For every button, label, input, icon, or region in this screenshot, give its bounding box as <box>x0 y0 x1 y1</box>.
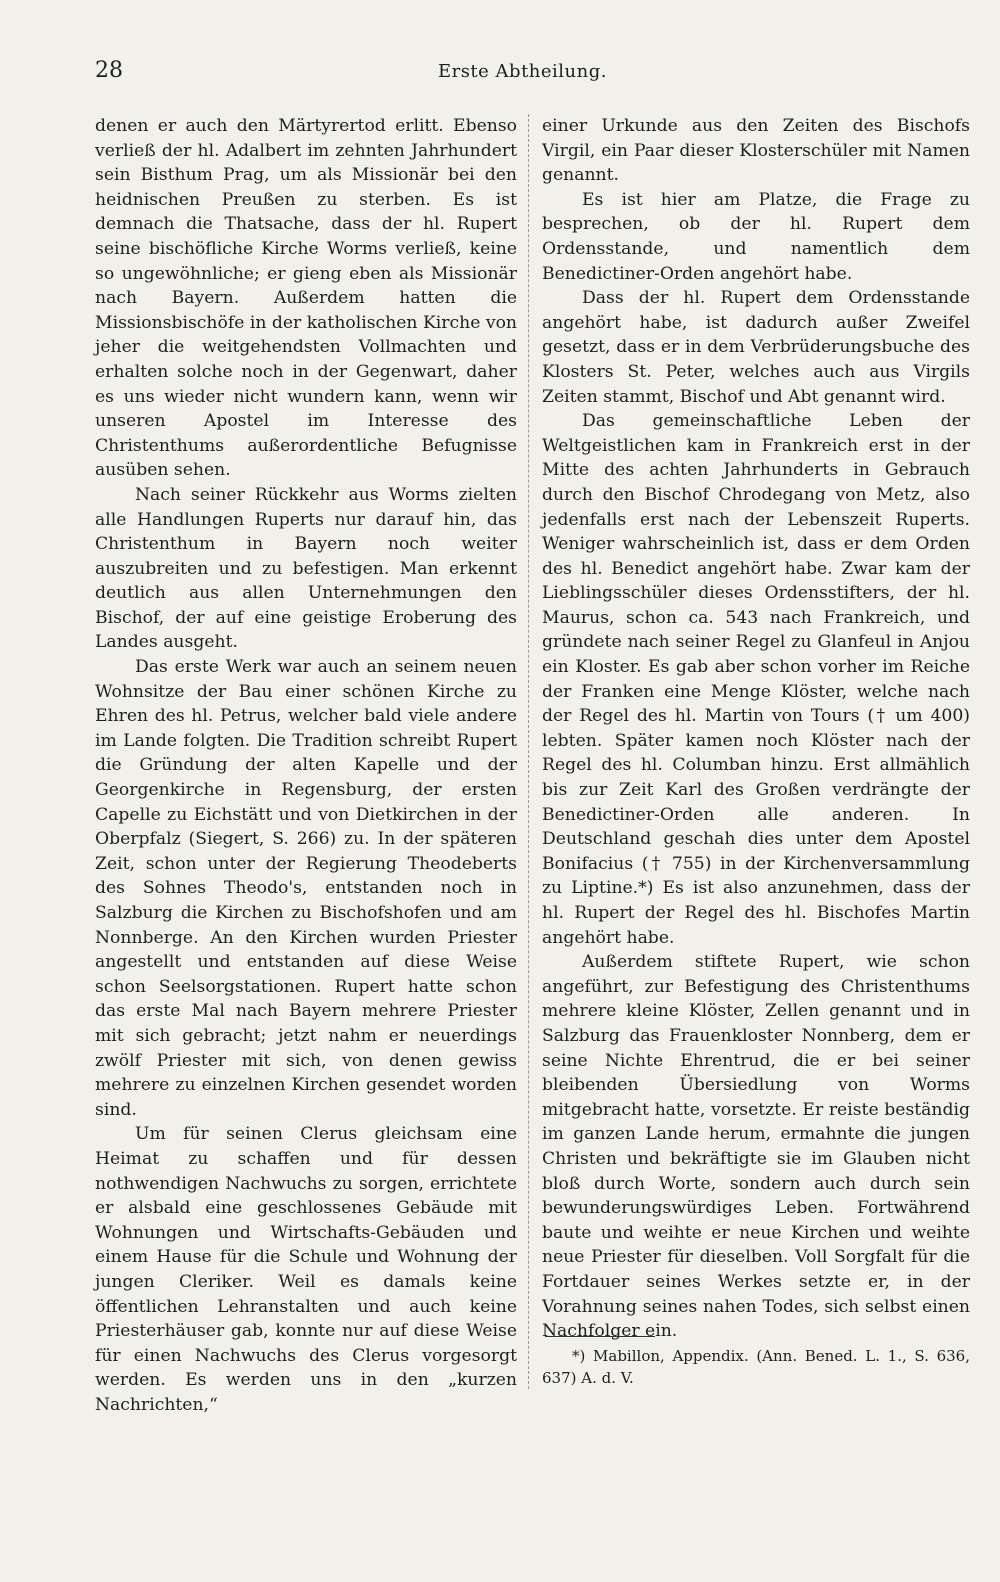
page-header <box>95 58 607 88</box>
paragraph: Nach seiner Rückkehr aus Worms zielten alle Handlungen Ruperts nur darauf hin, das Christenthum in Bayern noch weiter auszubreiten und zu befestigen. Man erkennt deutlich aus allen Unternehmungen den Bischof, der auf eine geistige Eroberung des Landes ausgeht. <box>95 484 517 653</box>
paragraph: Dass der hl. Rupert dem Ordensstande angehört habe, ist dadurch außer Zweifel gesetzt, dass er in dem Verbrüderungsbuche des Klosters St. Peter, welches auch aus Virgils Zeiten stammt, Bischof und Abt genannt wird. <box>542 288 970 407</box>
footnote-divider <box>545 1336 655 1337</box>
paragraph: einer Urkunde aus den Zeiten des Bischofs Virgil, ein Paar dieser Klosterschüler mit Namen genannt. <box>542 116 970 186</box>
page-number: 28 <box>95 58 123 83</box>
footnote: *) Mabillon, Appendix. (Ann. Bened. L. 1., S. 636, 637) A. d. V. <box>542 1347 970 1387</box>
running-head: Erste Abtheilung. <box>437 61 607 82</box>
paragraph: Das gemeinschaftliche Leben der Weltgeistlichen kam in Frankreich erst in der Mitte des achten Jahrhunderts in Gebrauch durch den Bischof Chrodegang von Metz, also jedenfalls erst nach der Lebenszeit Ruperts. Weniger wahrscheinlich ist, dass er dem Orden des hl. Benedict angehört habe. Zwar kam der Lieblingsschüler dieses Ordensstifters, der hl. Maurus, schon ca. 543 nach Frankreich, und gründete nach seiner Regel zu Glanfeul in Anjou ein Kloster. Es gab aber schon vorher im Reiche der Franken eine Menge Klöster, welche nach der Regel des hl. Martin von Tours († um 400) lebten. Später kamen noch Klöster nach der Regel des hl. Columban hinzu. Erst allmählich bis zur Zeit Karl des Großen verdrängte der Benedictiner-Orden alle anderen. In Deutschland geschah dies unter dem Apostel Bonifacius († 755) in der Kirchenversammlung zu Liptine.*) Es ist also anzunehmen, dass der hl. Rupert der Regel des hl. Bischofes Martin angehört habe. <box>542 411 970 948</box>
left-column <box>95 114 517 1417</box>
paragraph: Außerdem stiftete Rupert, wie schon angeführt, zur Befestigung des Christenthums mehrere kleine Klöster, Zellen genannt und in Salzburg das Frauenkloster Nonnberg, dem er seine Nichte Ehrentrud, die er bei seiner bleibenden Übersiedlung von Worms mitgebracht hatte, vorsetzte. Er reiste beständig im ganzen Lande herum, ermahnte die jungen Christen und bekräftigte sie im Glauben nicht bloß durch Worte, sondern auch durch sein bewunderungswürdiges Leben. Fortwährend baute und weihte er neue Kirchen und weihte neue Priester für dieselben. Voll Sorgfalt für die Fortdauer seines Werkes setzte er, in der Vorahnung seines nahen Todes, sich selbst einen Nachfolger ein. <box>542 952 970 1342</box>
paragraph: Das erste Werk war auch an seinem neuen Wohnsitze der Bau einer schönen Kirche zu Ehren des hl. Petrus, welcher bald viele andere im Lande folgten. Die Tradition schreibt Rupert die Gründung der alten Kapelle und der Georgenkirche in Regensburg, der ersten Capelle zu Eichstätt und von Dietkirchen in der Oberpfalz (Siegert, S. 266) zu. In der späteren Zeit, schon unter der Regierung Theodeberts des Sohnes Theodo's, entstanden noch in Salzburg die Kirchen zu Bischofshofen und am Nonnberge. An den Kirchen wurden Priester angestellt und entstanden auf diese Weise schon Seelsorgstationen. Rupert hatte schon das erste Mal nach Bayern mehrere Priester mit sich gebracht; jetzt nahm er neuerdings zwölf Priester mit sich, von denen gewiss mehrere zu einzelnen Kirchen gesendet worden sind. <box>95 657 517 1120</box>
column-divider <box>528 114 529 1389</box>
right-column <box>542 114 970 1344</box>
paragraph: Es ist hier am Platze, die Frage zu besprechen, ob der hl. Rupert dem Ordensstande, und namentlich dem Benedictiner-Orden angehört habe. <box>542 189 970 284</box>
paragraph: Um für seinen Clerus gleichsam eine Heimat zu schaffen und für dessen nothwendigen Nachwuchs zu sorgen, errichtete er alsbald eine geschlossenes Gebäude mit Wohnungen und Wirtschafts-Gebäuden und einem Hause für die Schule und Wohnung der jungen Cleriker. Weil es damals keine öffentlichen Lehranstalten und auch keine Priesterhäuser gab, konnte nur auf diese Weise für einen Nachwuchs des Clerus vorgesorgt werden. Es werden uns in den „kurzen Nachrichten,“ <box>95 1124 517 1415</box>
paragraph: denen er auch den Märtyrertod erlitt. Ebenso verließ der hl. Adalbert im zehnten Jahrhundert sein Bisthum Prag, um als Missionär bei den heidnischen Preußen zu sterben. Es ist demnach die Thatsache, dass der hl. Rupert seine bischöfliche Kirche Worms verließ, keine so ungewöhnliche; er gieng eben als Missionär nach Bayern. Außerdem hatten die Missionsbischöfe in der katholischen Kirche von jeher die weitgehendsten Vollmachten und erhalten solche noch in der Gegenwart, daher es uns wieder nicht wundern kann, wenn wir unseren Apostel im Interesse des Christenthums außerordentliche Befugnisse ausüben sehen. <box>95 116 517 481</box>
